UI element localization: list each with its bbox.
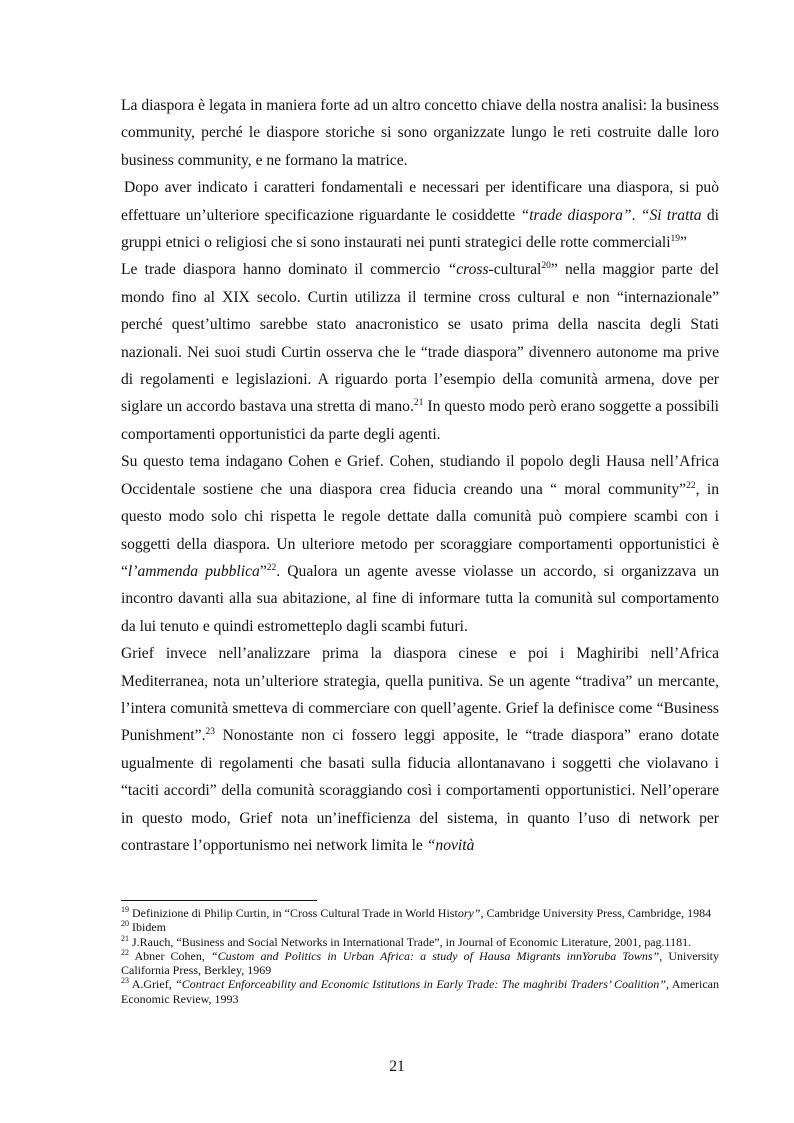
text-run: Dopo aver indicato i caratteri fondamentali e necessari per identificare una diaspora, si può effettuare un’ulteriore specificazione riguardante le cosiddette	[121, 179, 719, 224]
footnote-reference: 21	[413, 398, 424, 409]
italic-text: “trade diaspora”	[520, 206, 632, 224]
paragraph	[121, 256, 719, 448]
footnotes	[121, 906, 719, 1006]
footnote-reference: 20	[121, 919, 129, 929]
footnote	[121, 920, 719, 934]
footnote-reference: 19	[121, 905, 129, 914]
body-text	[121, 92, 719, 859]
text-run: di gruppi etnici o religiosi che si sono instaurati nei punti strategici delle rotte commerciali	[121, 206, 720, 252]
text-run: Nonostante non ci fossero leggi apposite, le “trade diaspora” erano dotate ugualmente di regolamenti che basati sulla fiducia allontanavano i soggetti che violavano i “taciti accordi” della comunità scoraggiando così i comportamenti opportunistici. Nell’operare in questo modo, Grief nota un’inefficienza del sistema, in quanto l’uso di network per contrastare l’opportunismo nei network limita le	[121, 727, 719, 854]
text-run: Le trade diaspora hanno dominato il commercio	[121, 261, 448, 279]
text-run: .	[631, 206, 641, 224]
text-run: University California Press, Berkley, 1969	[121, 948, 720, 978]
italic-text: “Si tratta	[640, 206, 702, 224]
footnote-reference: 23	[121, 976, 129, 986]
italic-text: , “Custom and Politics in Urban Africa: a study of Hausa Migrants innYoruba Towns”,	[201, 948, 663, 963]
italic-text: “Contract Enforceability and Economic Istitutions in Early Trade: The maghribi Traders’ Coalition”,	[175, 977, 669, 992]
paragraph	[121, 92, 719, 174]
page-number: 21	[389, 1058, 405, 1075]
footnote-reference: 19	[670, 234, 681, 245]
italic-text: “cross	[447, 261, 489, 279]
text-run: ”	[680, 234, 687, 252]
footnote	[121, 977, 719, 1006]
text-run: Ibidem	[129, 920, 166, 935]
text-run: Grief invece nell’analizzare prima la diaspora cinese e poi i Maghiribi nell’Africa Mediterranea, nota un’ulteriore strategia, quella punitiva. Se un agente “tradiva” un mercante, l’intera comunità smetteva di commerciare con quell’agente. Grief la definisce come “Business Punishment”.	[121, 645, 719, 745]
text-run: American Economic Review, 1993	[121, 977, 720, 1006]
italic-text: l’ammenda pubblica	[127, 562, 260, 580]
footnote-reference: 22	[686, 480, 696, 491]
italic-text: “novità	[426, 836, 475, 854]
footnote-reference: 20	[541, 261, 551, 272]
footnote-reference: 23	[205, 727, 215, 738]
footnote-reference: 21	[121, 933, 129, 943]
footnote-reference: 22	[121, 947, 129, 957]
text-run: . Qualora un agente avesse violasse un accordo, si organizzava un incontro davanti alla sua abitazione, al fine di informare tutta la comunità sul comportamento da lui tenuto e quindi estromettерlo dagli scambi futuri.	[121, 562, 719, 635]
footnote	[121, 906, 719, 920]
text-run: Cambridge University Press, Cambridge, 1984	[483, 906, 712, 920]
text-run: Definizione di Philip Curtin, in “Cross Cultural Trade in World Hist	[129, 906, 458, 920]
text-run: La diaspora è legata in maniera forte ad un altro concetto chiave della nostra analisi: la business community, perché le diaspore storiche si sono organizzate lungo le reti costruite dalle loro business community, e ne formano la matrice.	[121, 97, 719, 169]
text-run: ” nella maggior parte del mondo fino al XIX secolo. Curtin utilizza il termine cross cultural e non “internazionale” perché quest’ultimo sarebbe stato anacronistico se usato prima della nascita degli Stati nazionali. Nei suoi studi Curtin osserva che le “trade diaspora” divennero autonome ma prive di regolamenti e legislazioni. A riguardo porta l’esempio della comunità armena, dove per siglare un accordo bastava una stretta di mano.	[121, 261, 719, 416]
footnote-reference: 22	[266, 562, 277, 573]
footnote-separator	[121, 900, 317, 901]
text-run: J.Rauch, “Business and Social Networks in International Trade”, in Journal of Economic Literature, 2001, pag.1181.	[129, 934, 692, 949]
text-run: -cultural	[488, 261, 542, 279]
text-run: A.Grief,	[129, 977, 176, 992]
paragraph	[121, 640, 719, 859]
italic-text: ory”,	[457, 906, 484, 920]
text-run: Abner Cohen	[129, 948, 202, 963]
paragraph	[121, 174, 719, 256]
text-run: , in questo modo solo chi rispetta le regole dettate dalla comunità può compiere scambi con i soggetti della diaspora. Un ulteriore metodo per scoraggiare comportamenti opportunistici è “	[121, 480, 719, 580]
paragraph	[121, 448, 719, 640]
footnote	[121, 935, 719, 949]
text-run: In questo modo però erano soggette a possibili comportamenti opportunistici da parte degli agenti.	[121, 398, 720, 443]
text-run: ”	[259, 562, 267, 580]
footnote	[121, 949, 719, 978]
text-run: Su questo tema indagano Cohen e Grief. Cohen, studiando il popolo degli Hausa nell’Africa Occidentale sostiene che una diaspora crea fiducia creando una “ moral community”	[121, 453, 719, 498]
